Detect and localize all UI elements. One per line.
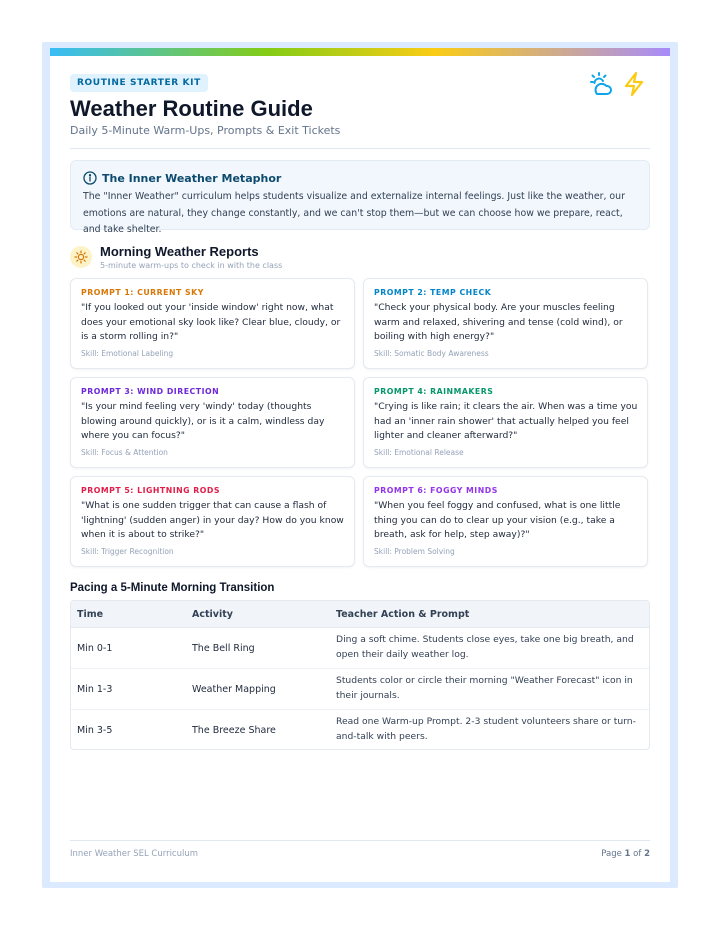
metaphor-title: The Inner Weather Metaphor	[102, 171, 282, 185]
time-cell: Min 1-3	[77, 684, 113, 695]
prompt-label: PROMPT 2: TEMP CHECK	[374, 288, 492, 297]
page-subtitle: Daily 5-Minute Warm-Ups, Prompts & Exit Tickets	[70, 124, 341, 137]
section-title: Morning Weather Reports	[100, 244, 259, 259]
time-cell: Min 0-1	[77, 643, 113, 654]
prompt-skill: Skill: Somatic Body Awareness	[374, 349, 489, 358]
metaphor-header	[83, 171, 281, 185]
section-header	[70, 244, 282, 271]
activity-cell: The Bell Ring	[192, 643, 255, 654]
lightning-icon	[620, 70, 648, 98]
prompt-text: "If you looked out your 'inside window' right now, what does your emotional sky look like? Clear blue, cloudy, or is a storm rolling in?"	[81, 302, 341, 342]
metaphor-callout	[70, 160, 650, 235]
prompt-text: "Check your physical body. Are your muscles feeling warm and relaxed, shivering and tense (cold wind), or boiling with high energy?"	[374, 302, 623, 342]
prompt-text: "When you feel foggy and confused, what is one little thing you can do to clear up your vision (e.g., take a breath, ask for help, step away)?"	[374, 500, 621, 540]
prompt-skill: Skill: Problem Solving	[374, 547, 455, 556]
prompt-card	[70, 377, 355, 468]
action-cell: Students color or circle their morning "Weather Forecast" icon in their journals.	[336, 675, 633, 701]
page-number	[601, 849, 650, 859]
metaphor-body: The "Inner Weather" curriculum helps students visualize and externalize internal feelings. Just like the weather, our emotions are natural, they change constantly, and we can't stop them—but we can choose how we prepare, react, and take shelter.	[83, 191, 625, 235]
header-icons	[588, 70, 648, 98]
prompt-card	[363, 278, 648, 369]
action-cell: Read one Warm-up Prompt. 2-3 student volunteers share or turn-and-talk with peers.	[336, 716, 636, 742]
prompt-text: "Crying is like rain; it clears the air. When was a time you had an 'inner rain shower' that actually helped you feel lighter and cleaner afterward?"	[374, 401, 638, 441]
activity-cell: The Breeze Share	[192, 725, 276, 736]
gradient-top-bar	[50, 48, 670, 56]
page-current: 1	[624, 849, 631, 859]
table-row	[71, 710, 650, 750]
prompt-text: "Is your mind feeling very 'windy' today (thoughts blowing around quickly), or is it a calm, windless day where you can focus?"	[81, 401, 325, 441]
table-header	[71, 601, 650, 628]
pacing-title: Pacing a 5-Minute Morning Transition	[70, 582, 275, 594]
column-header: Teacher Action & Prompt	[336, 609, 470, 620]
partly-cloudy-icon	[588, 70, 616, 98]
action-cell: Ding a soft chime. Students close eyes, take one big breath, and open their daily weather log.	[336, 634, 634, 660]
page-title: Weather Routine Guide	[70, 96, 313, 121]
prompt-skill: Skill: Emotional Labeling	[81, 349, 174, 358]
footer-curriculum: Inner Weather SEL Curriculum	[70, 849, 199, 859]
info-icon	[83, 171, 97, 185]
prompt-label: PROMPT 5: LIGHTNING RODS	[81, 486, 221, 495]
prompt-card	[363, 476, 648, 567]
prompt-card	[363, 377, 648, 468]
prompt-label: PROMPT 6: FOGGY MINDS	[374, 486, 498, 495]
document-page	[50, 48, 670, 882]
prompt-skill: Skill: Emotional Release	[374, 448, 464, 457]
activity-cell: Weather Mapping	[192, 684, 276, 695]
prompt-text: "What is one sudden trigger that can cause a flash of 'lightning' (sudden anger) in your day? How do you know when it is about to strike?"	[81, 500, 344, 540]
column-header: Activity	[192, 609, 233, 620]
page-prefix: Page	[601, 849, 625, 859]
column-header: Time	[77, 609, 104, 620]
prompt-card	[70, 476, 355, 567]
prompt-skill: Skill: Trigger Recognition	[81, 547, 174, 556]
sun-icon	[70, 246, 92, 268]
table-row	[71, 628, 650, 669]
prompt-skill: Skill: Focus & Attention	[81, 448, 168, 457]
header-divider	[70, 148, 650, 149]
page-mid: of	[630, 849, 645, 859]
prompt-label: PROMPT 4: RAINMAKERS	[374, 387, 494, 396]
time-cell: Min 3-5	[77, 725, 113, 736]
kit-badge: ROUTINE STARTER KIT	[70, 74, 208, 92]
pacing-table	[70, 600, 650, 750]
prompt-label: PROMPT 3: WIND DIRECTION	[81, 387, 220, 396]
footer-divider	[70, 840, 650, 841]
prompt-label: PROMPT 1: CURRENT SKY	[81, 288, 204, 297]
prompt-card	[70, 278, 355, 369]
table-row	[71, 669, 650, 710]
section-subtitle: 5-minute warm-ups to check in with the class	[100, 261, 283, 270]
page-total: 2	[644, 849, 650, 859]
